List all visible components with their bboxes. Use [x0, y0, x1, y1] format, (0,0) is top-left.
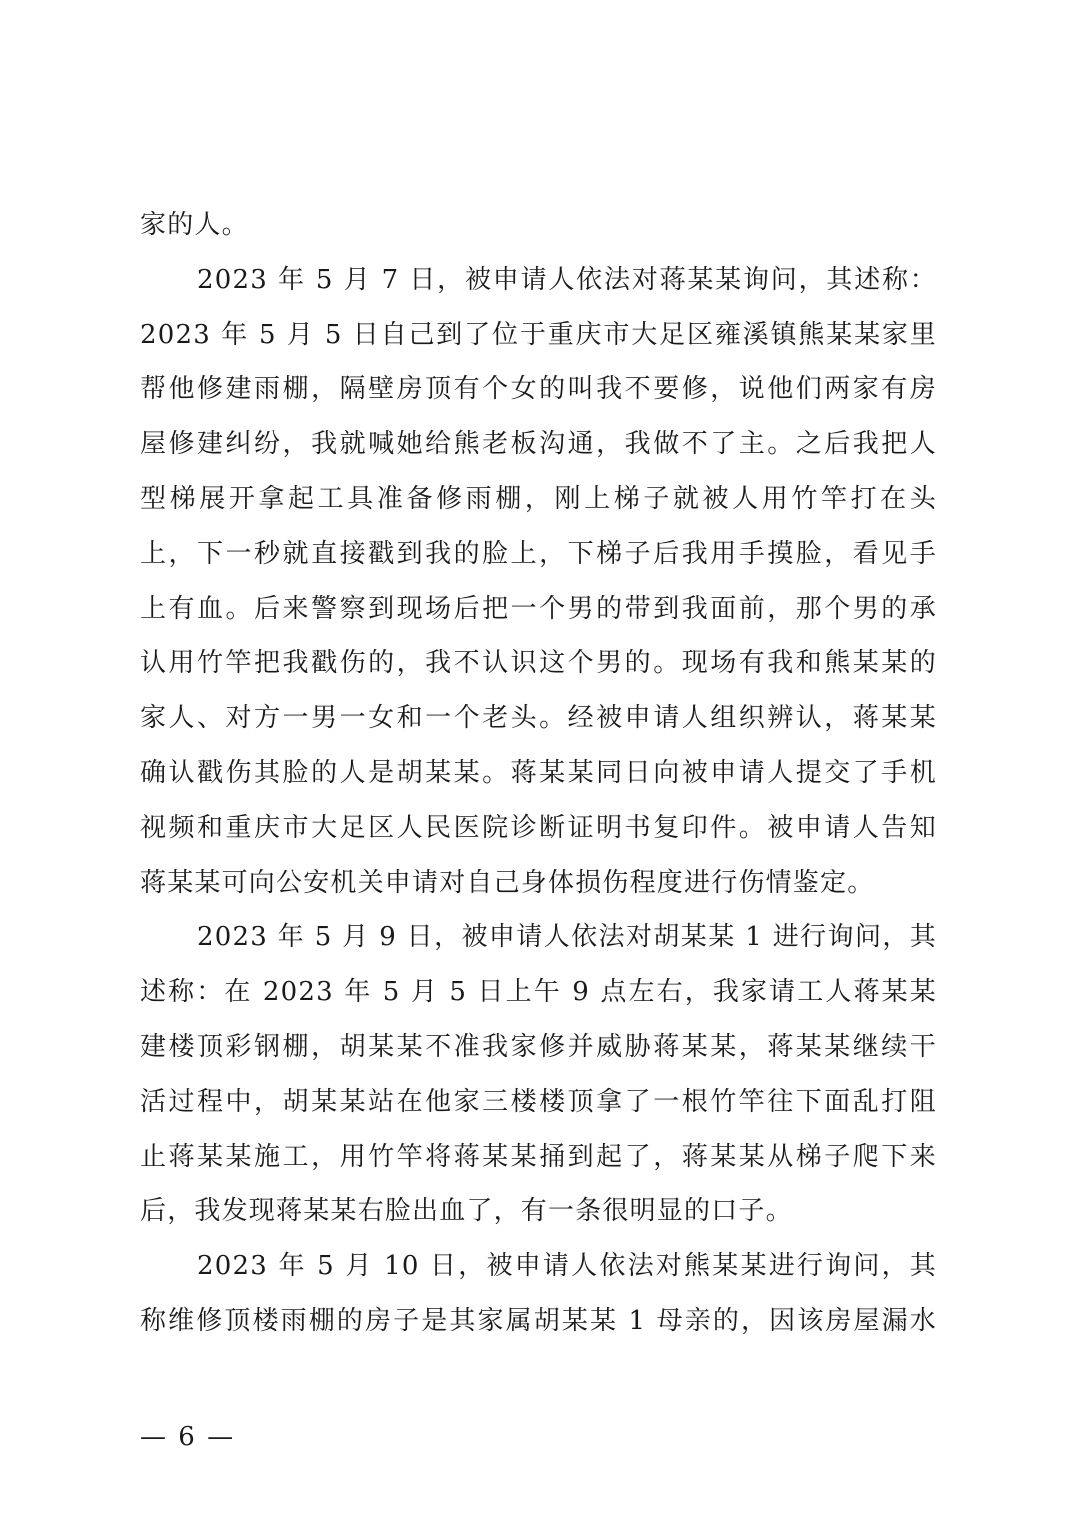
text-line: 型梯展开拿起工具准备修雨棚，刚上梯子就被人用竹竿打在头	[140, 483, 937, 514]
text-line: 上有血。后来警察到现场后把一个男的带到我面前，那个男的承	[140, 593, 937, 624]
text-line: 建楼顶彩钢棚，胡某某不准我家修并威胁蒋某某，蒋某某继续干	[140, 1031, 937, 1062]
document-body	[140, 198, 937, 1349]
text-line: 后，我发现蒋某某右脸出血了，有一条很明显的口子。	[140, 1196, 793, 1227]
text-line: 止蒋某某施工，用竹竿将蒋某某捅到起了，蒋某某从梯子爬下来	[140, 1141, 937, 1172]
paragraph-start-line: 2023 年 5 月 10 日，被申请人依法对熊某某进行询问，其	[197, 1251, 937, 1282]
text-line: 称维修顶楼雨棚的房子是其家属胡某某 1 母亲的，因该房屋漏水	[140, 1305, 937, 1336]
text-line: 述称：在 2023 年 5 月 5 日上午 9 点左右，我家请工人蒋某某	[140, 977, 937, 1008]
text-line: 2023 年 5 月 5 日自己到了位于重庆市大足区雍溪镇熊某某家里	[140, 319, 937, 350]
paragraph-start-line: 2023 年 5 月 7 日，被申请人依法对蒋某某询问，其述称：	[197, 264, 937, 295]
text-line: 上，下一秒就直接戳到我的脸上，下梯子后我用手摸脸，看见手	[140, 538, 937, 569]
text-line: 认用竹竿把我戳伤的，我不认识这个男的。现场有我和熊某某的	[140, 648, 937, 679]
text-line: 确认戳伤其脸的人是胡某某。蒋某某同日向被申请人提交了手机	[140, 757, 937, 788]
text-line: 蒋某某可向公安机关申请对自己身体损伤程度进行伤情鉴定。	[140, 867, 875, 898]
text-line: 家人、对方一男一女和一个老头。经被申请人组织辨认，蒋某某	[140, 703, 937, 734]
text-line: 视频和重庆市大足区人民医院诊断证明书复印件。被申请人告知	[140, 812, 937, 843]
paragraph-start-line: 2023 年 5 月 9 日，被申请人依法对胡某某 1 进行询问，其	[197, 922, 937, 953]
text-line: 家的人。	[140, 210, 249, 240]
text-line: 帮他修建雨棚，隔壁房顶有个女的叫我不要修，说他们两家有房	[140, 374, 937, 405]
text-line: 屋修建纠纷，我就喊她给熊老板沟通，我做不了主。之后我把人	[140, 429, 937, 460]
text-line: 活过程中，胡某某站在他家三楼楼顶拿了一根竹竿往下面乱打阻	[140, 1086, 937, 1117]
page-number: — 6 —	[140, 1422, 236, 1452]
